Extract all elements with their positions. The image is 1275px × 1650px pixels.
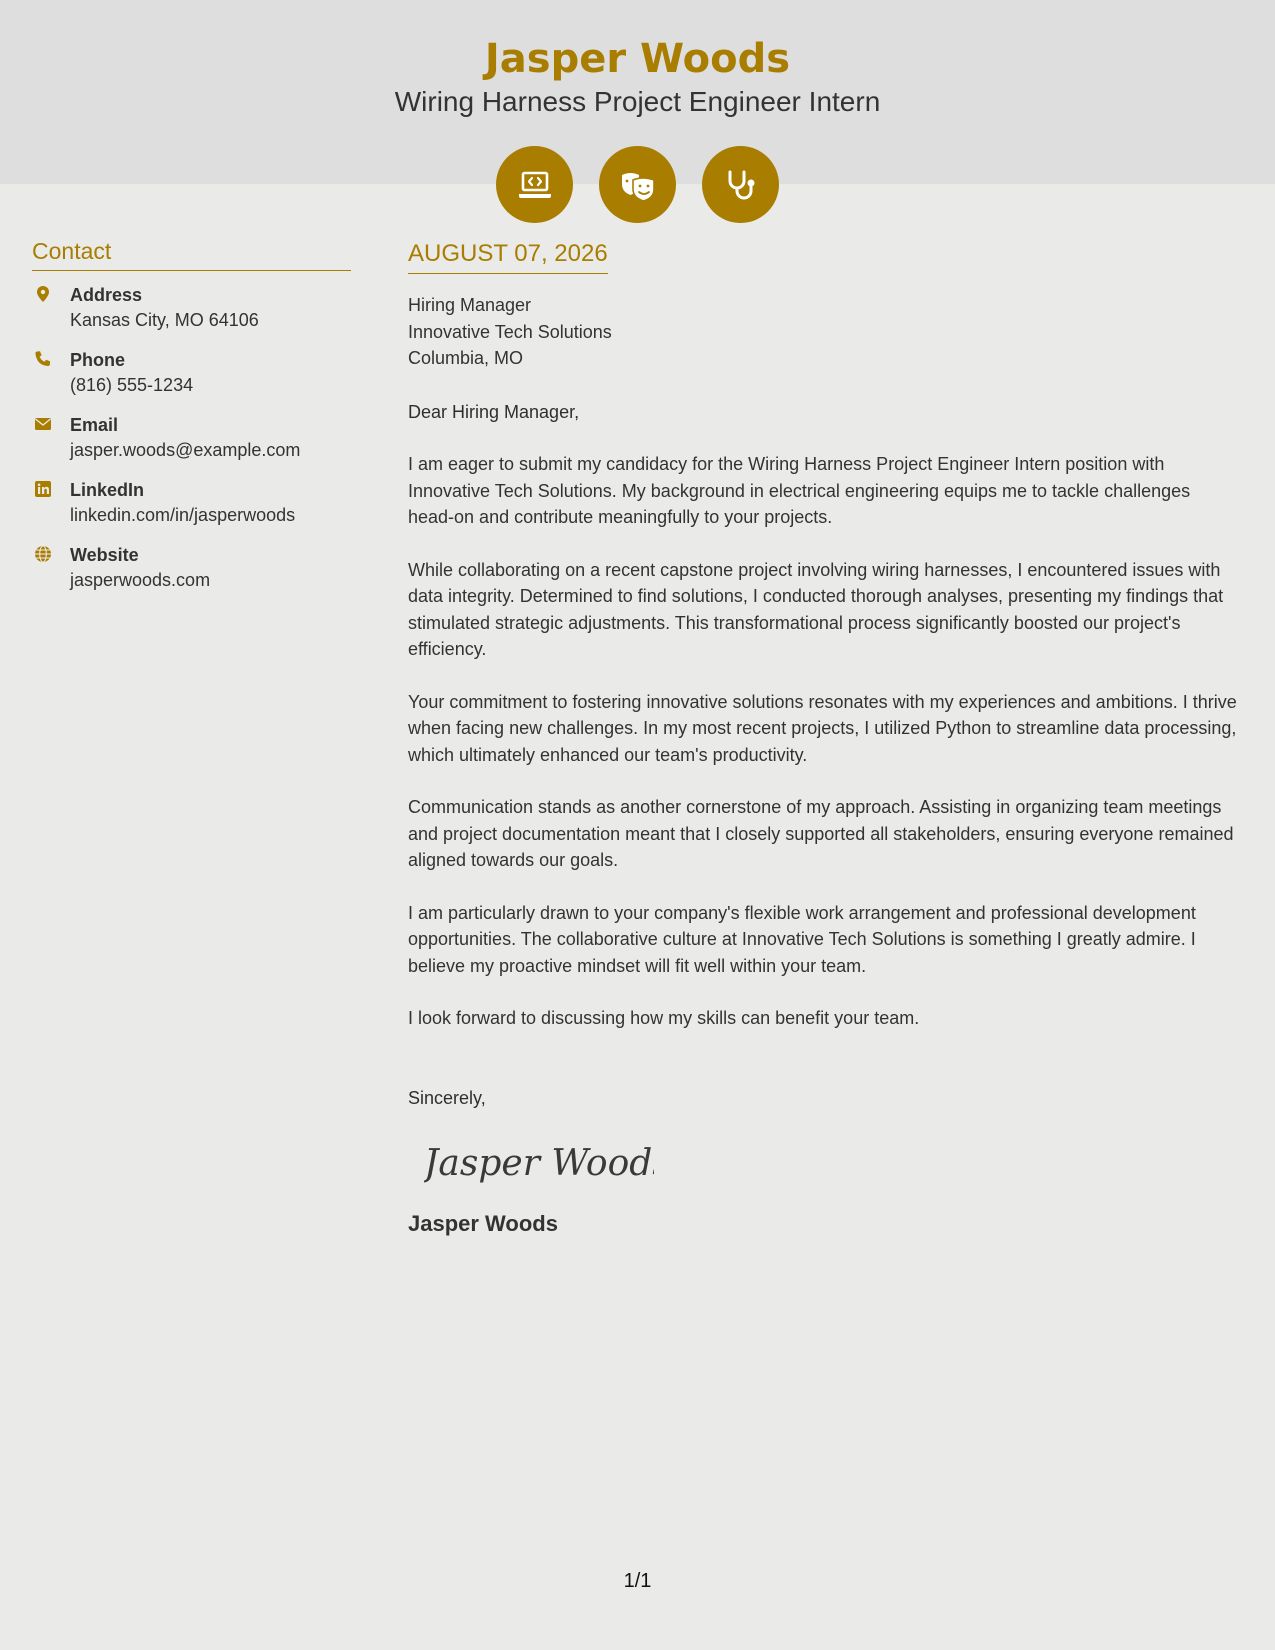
signer-name: Jasper Woods [408, 1211, 558, 1236]
contact-label: Email [70, 415, 119, 435]
contact-phone [32, 348, 351, 398]
contact-value: jasper.woods@example.com [70, 440, 301, 460]
contact-list [32, 283, 351, 593]
contact-value: linkedin.com/in/jasperwoods [70, 505, 296, 525]
contact-linkedin [32, 478, 351, 528]
letter-body [408, 240, 1238, 1237]
job-title: Wiring Harness Project Engineer Intern [394, 86, 881, 117]
contact-value: (816) 555-1234 [70, 375, 194, 395]
letter-paragraph: I am particularly drawn to your company's flexible work arrangement and professional development opportunities. The collaborative culture at Innovative Tech Solutions is something I greatly admire. I believe my proactive mindset will fit well within your team. [408, 902, 1196, 976]
contact-label: Phone [70, 350, 126, 370]
letter-paragraph: I look forward to discussing how my skills can benefit your team. [408, 1008, 920, 1028]
letter-paragraph: Communication stands as another cornerstone of my approach. Assisting in organizing team meetings and project documentation meant that I closely supported all stakeholders, ensuring everyone remained aligned towards our goals. [408, 797, 1234, 870]
contact-label: LinkedIn [70, 480, 145, 500]
recipient-line: Hiring Manager [408, 295, 532, 315]
contact-address [32, 283, 351, 333]
globe-icon [32, 543, 70, 593]
signature-text: Jasper Woods [424, 1143, 654, 1184]
phone-icon [32, 348, 70, 398]
contact-email [32, 413, 351, 463]
contact-sidebar [32, 238, 351, 608]
contact-value: Kansas City, MO 64106 [70, 310, 259, 330]
salutation: Dear Hiring Manager, [408, 401, 580, 422]
letter-paragraph: I am eager to submit my candidacy for the Wiring Harness Project Engineer Intern position with Innovative Tech Solutions. My background in electrical engineering equips me to tackle challenges head-on and contribute meaningfully to your projects. [408, 454, 1191, 527]
contact-value: jasperwoods.com [70, 570, 211, 590]
theater-masks-icon [599, 146, 676, 223]
applicant-name: Jasper Woods [484, 36, 791, 82]
stethoscope-icon [702, 146, 779, 223]
closing: Sincerely, [408, 1087, 486, 1108]
map-pin-icon [32, 283, 70, 333]
recipient-block [408, 292, 1238, 372]
interest-icon-row [496, 146, 779, 223]
contact-website [32, 543, 351, 593]
letter-paragraph: While collaborating on a recent capstone project involving wiring harnesses, I encountered issues with data integrity. Determined to find solutions, I conducted thorough analyses, presenting my findings that stimulated strategic adjustments. This transformational process significantly boosted our project's efficiency. [408, 559, 1224, 659]
laptop-code-icon [496, 146, 573, 223]
recipient-line: Columbia, MO [408, 348, 524, 368]
letter-date: AUGUST 07, 2026 [408, 240, 608, 274]
contact-label: Address [70, 285, 143, 305]
signature-image [424, 1133, 1238, 1193]
linkedin-icon [32, 478, 70, 528]
contact-heading: Contact [32, 238, 351, 271]
recipient-line: Innovative Tech Solutions [408, 321, 612, 342]
contact-label: Website [70, 545, 139, 565]
envelope-icon [32, 413, 70, 463]
letter-paragraph: Your commitment to fostering innovative solutions resonates with my experiences and ambitions. I thrive when facing new challenges. In my most recent projects, I utilized Python to streamline data processing, which ultimately enhanced our team's productivity. [408, 691, 1237, 765]
page-number: 1/1 [623, 1570, 652, 1592]
